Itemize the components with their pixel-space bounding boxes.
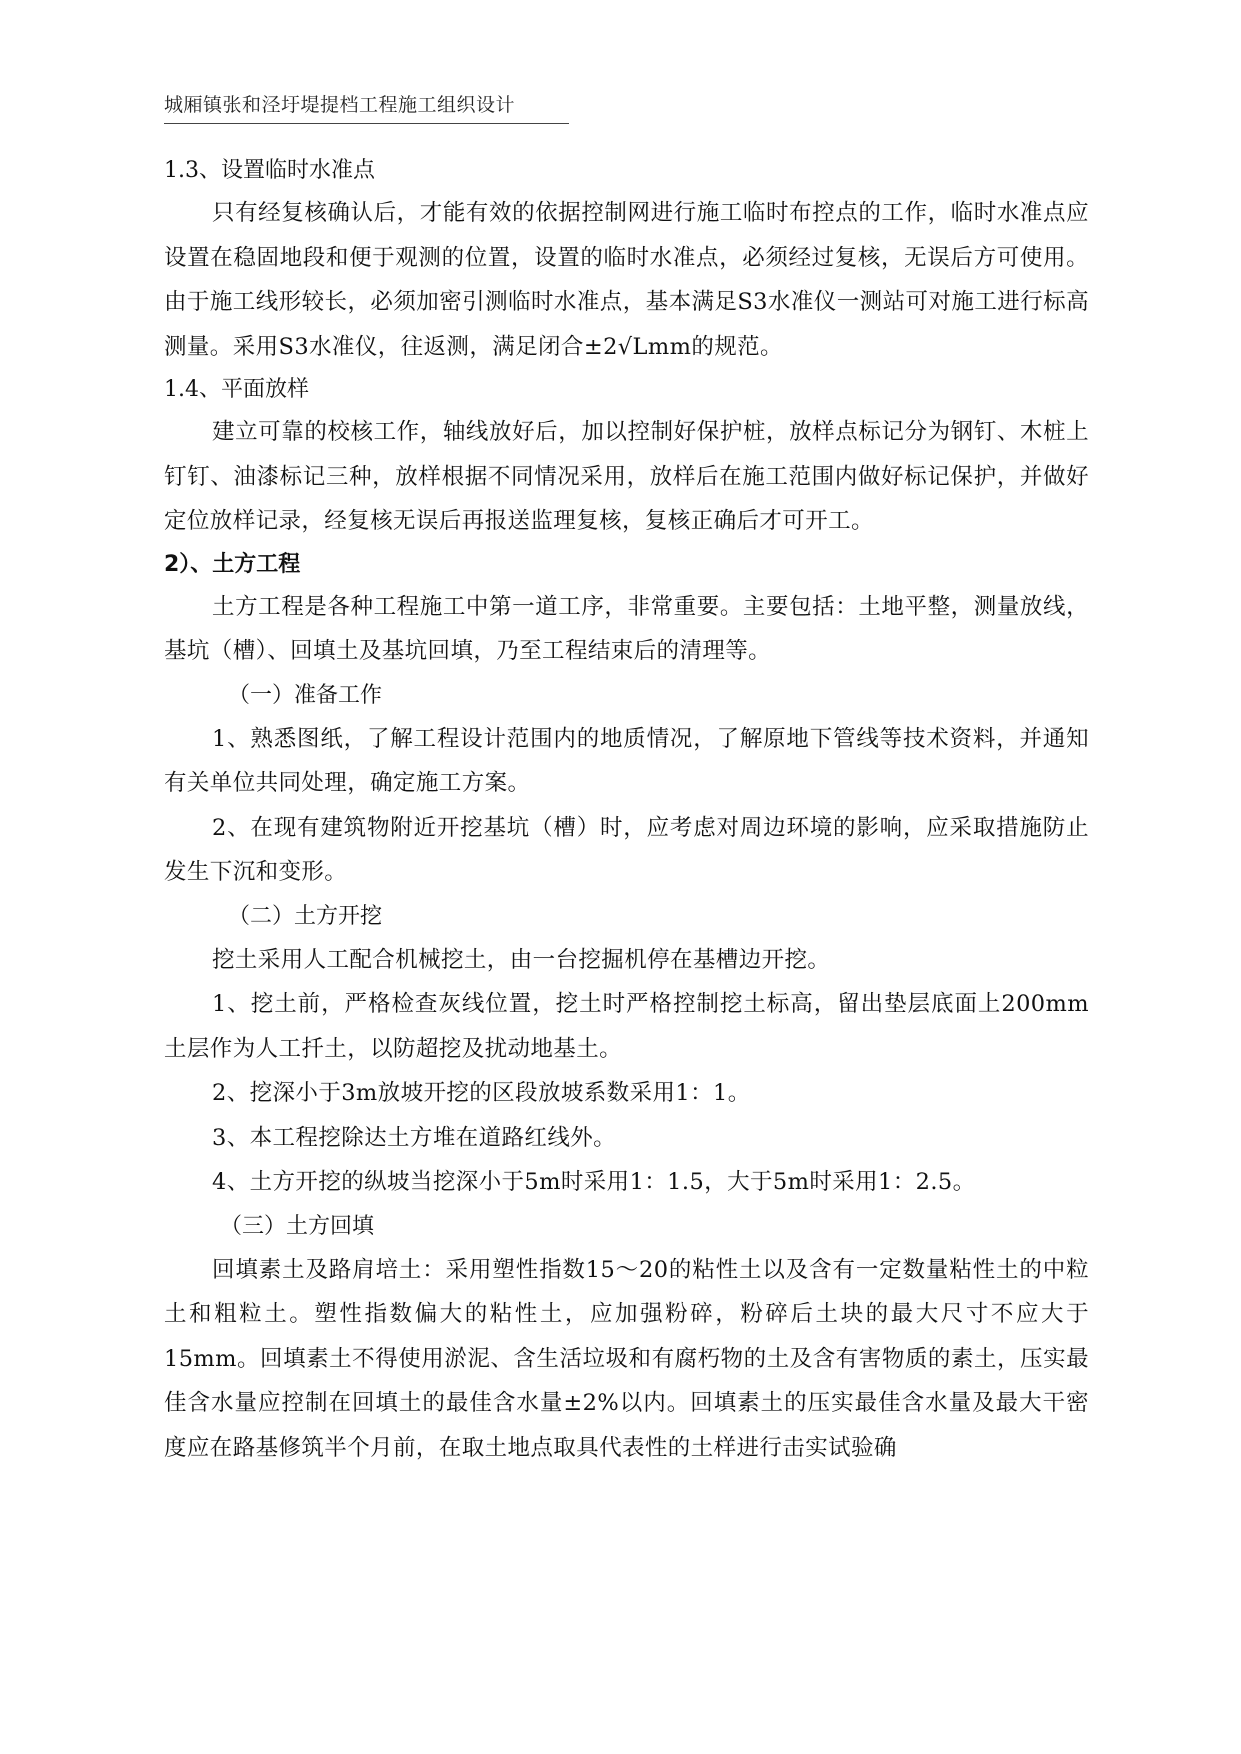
paragraph-benchmark: 只有经复核确认后，才能有效的依据控制网进行施工临时布控点的工作，临时水准点应设置在稳固地段和便于观测的位置，设置的临时水准点，必须经过复核，无误后方可使用。由于施工线形较长，必须加密引测临时水准点，基本满足S3水准仪一测站可对施工进行标高测量。采用S3水准仪，往返测，满足闭合±2√Lmm的规范。: [164, 200, 1089, 360]
paragraph-excavation-4: 4、土方开挖的纵坡当挖深小于5m时采用1：1.5，大于5m时采用1：2.5。: [212, 1169, 976, 1195]
subheading-excavation: （二）土方开挖: [228, 903, 383, 929]
paragraph-excavation-2: 2、挖深小于3m放坡开挖的区段放坡系数采用1：1。: [212, 1080, 751, 1106]
subheading-preparation: （一）准备工作: [228, 682, 383, 708]
section-heading-1-3: 1.3、设置临时水准点: [164, 158, 375, 183]
paragraph-prep-1: 1、熟悉图纸，了解工程设计范围内的地质情况，了解原地下管线等技术资料，并通知有关单位共同处理，确定施工方案。: [164, 725, 1089, 796]
paragraph-layout: 建立可靠的校核工作，轴线放好后，加以控制好保护桩，放样点标记分为钢钉、木桩上钉钉、油漆标记三种，放样根据不同情况采用，放样后在施工范围内做好标记保护，并做好定位放样记录，经复核无误后再报送监理复核，复核正确后才可开工。: [164, 419, 1089, 534]
paragraph-earthwork-intro: 土方工程是各种工程施工中第一道工序，非常重要。主要包括：土地平整，测量放线，基坑（槽）、回填土及基坑回填，乃至工程结束后的清理等。: [164, 593, 1089, 664]
section-heading-1-4: 1.4、平面放样: [164, 377, 309, 402]
running-header: 城厢镇张和泾圩堤提档工程施工组织设计: [164, 90, 569, 124]
document-body: [164, 150, 1089, 1470]
section-heading-earthwork: 2）、土方工程: [164, 551, 301, 577]
paragraph-backfill: 回填素土及路肩培土：采用塑性指数15～20的粘性土以及含有一定数量粘性土的中粒土和粗粒土。塑性指数偏大的粘性土，应加强粉碎，粉碎后土块的最大尺寸不应大于15mm。回填素土不得使用淤泥、含生活垃圾和有腐朽物的土及含有害物质的素土，压实最佳含水量应控制在回填土的最佳含水量±2%以内。回填素土的压实最佳含水量及最大干密度应在路基修筑半个月前，在取土地点取具代表性的土样进行击实试验确: [164, 1256, 1089, 1461]
paragraph-excavation-1: 1、挖土前，严格检查灰线位置，挖土时严格控制挖土标高，留出垫层底面上200mm土层作为人工扦土，以防超挖及扰动地基土。: [164, 991, 1089, 1062]
paragraph-prep-2: 2、在现有建筑物附近开挖基坑（槽）时，应考虑对周边环境的影响，应采取措施防止发生下沉和变形。: [164, 814, 1089, 885]
subheading-backfill: （三）土方回填: [220, 1213, 375, 1239]
paragraph-excavation-3: 3、本工程挖除达土方堆在道路红线外。: [212, 1124, 617, 1151]
paragraph-excavation-intro: 挖土采用人工配合机械挖土，由一台挖掘机停在基槽边开挖。: [212, 946, 831, 973]
